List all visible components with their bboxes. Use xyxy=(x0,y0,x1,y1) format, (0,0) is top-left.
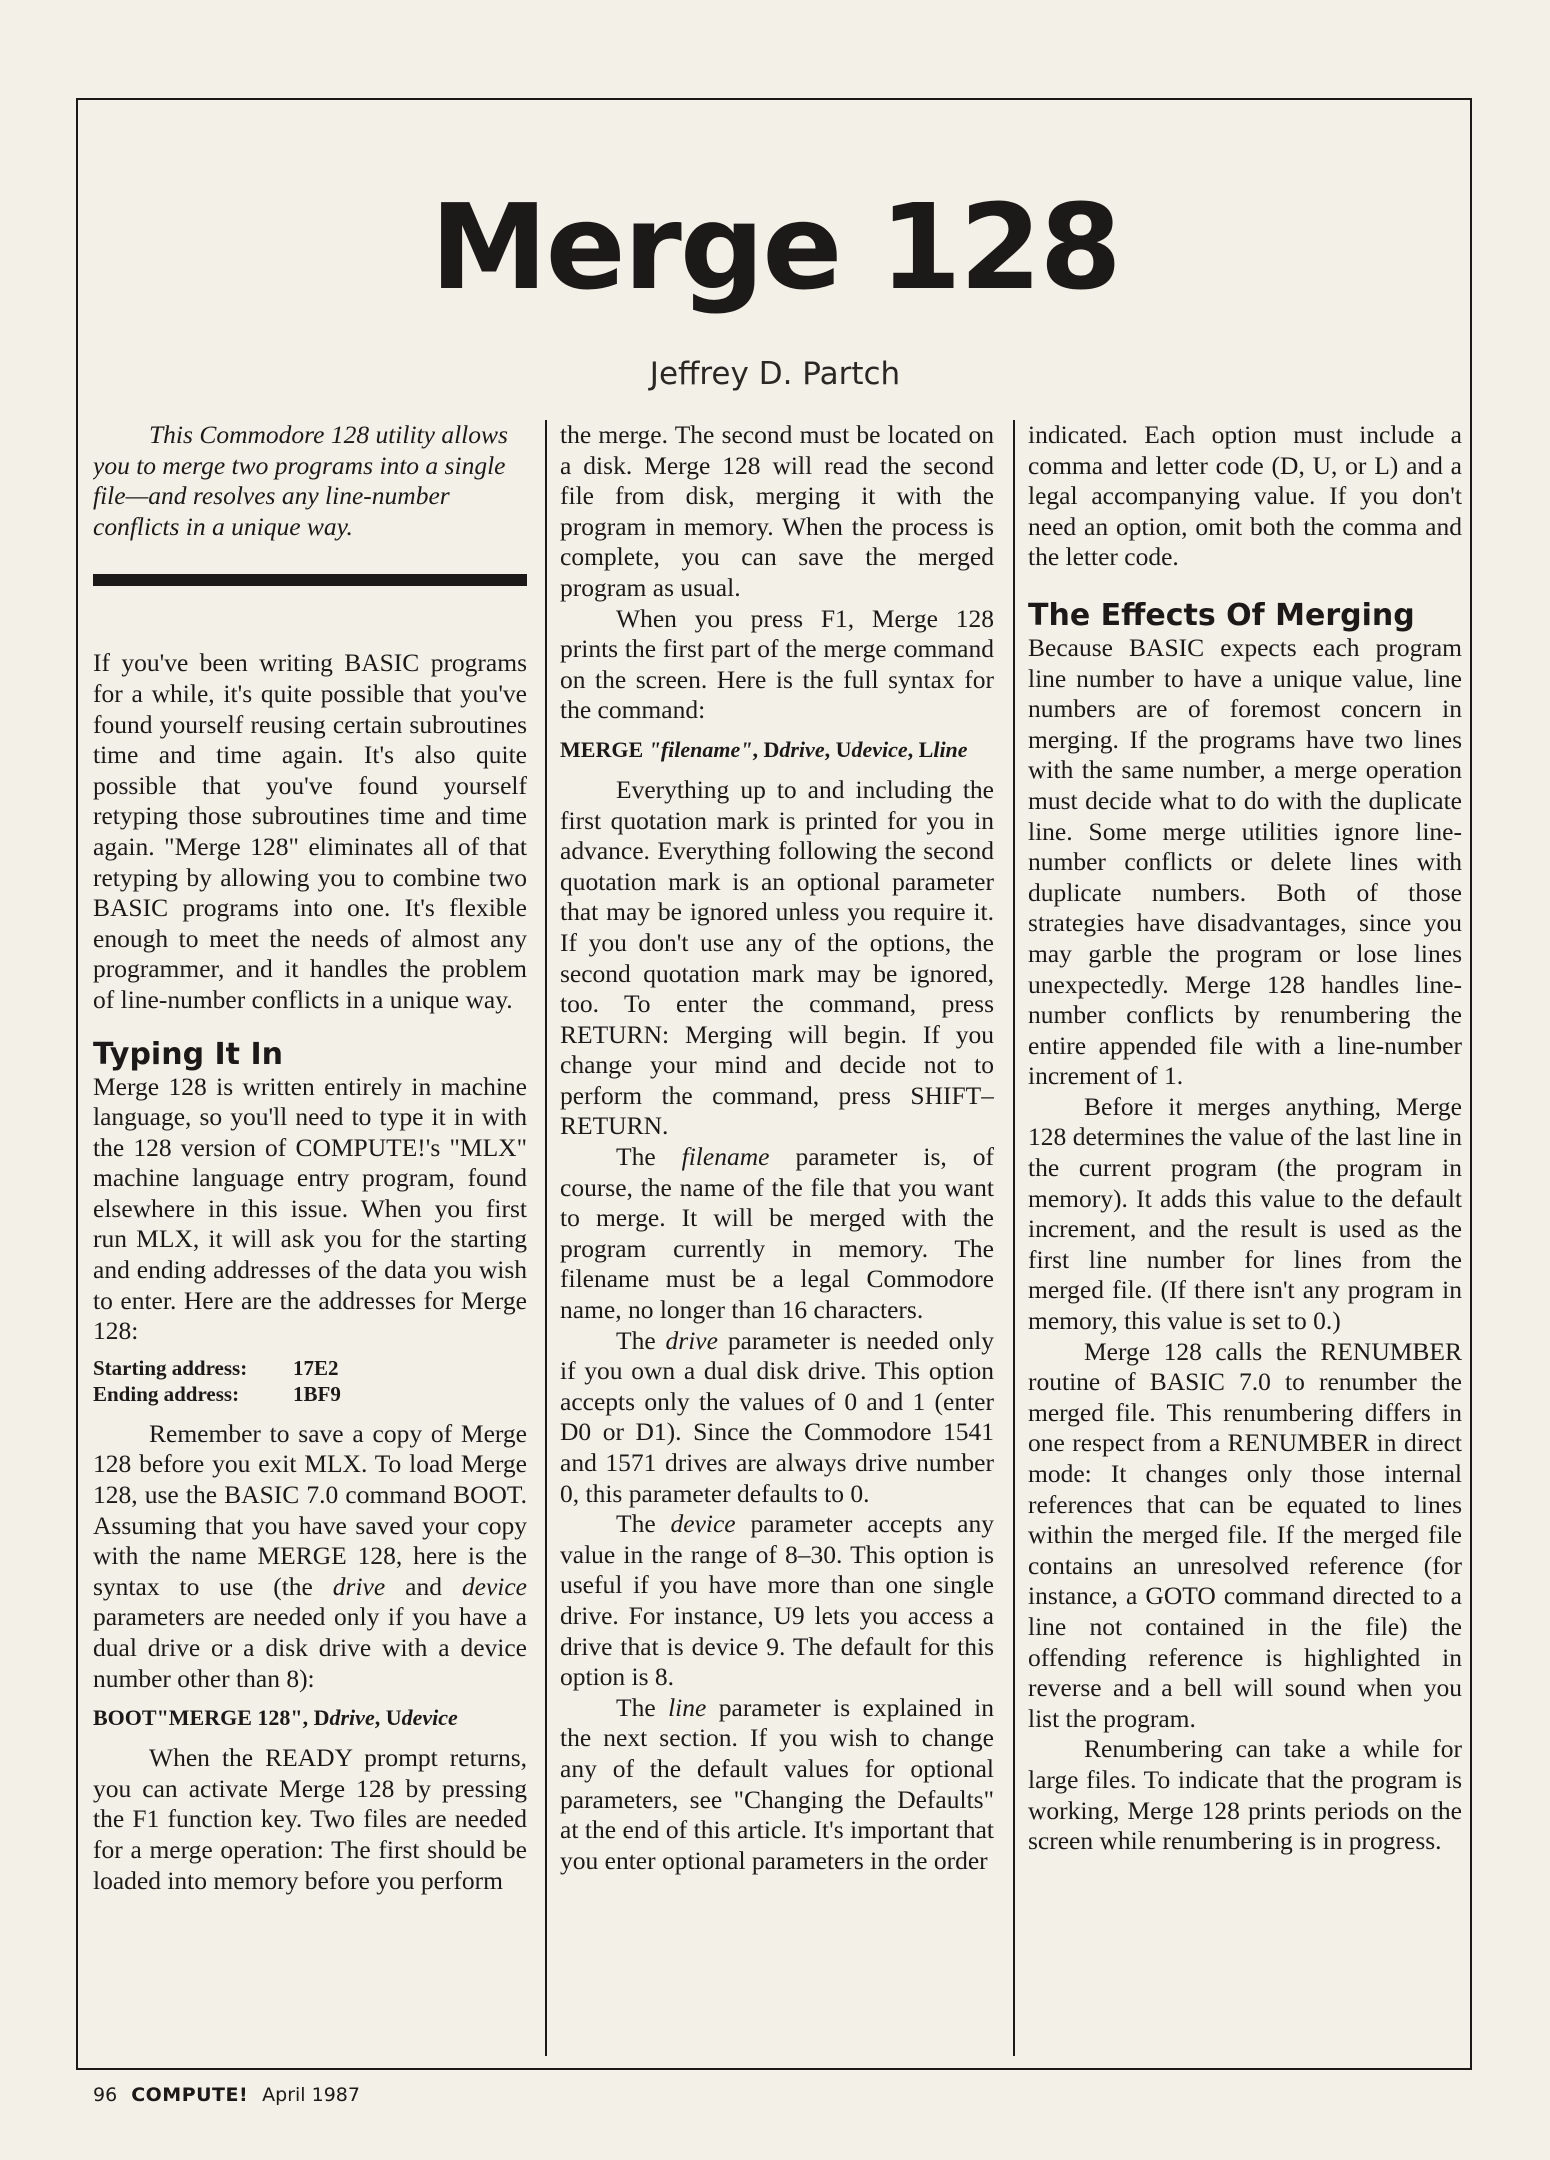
paragraph: indicated. Each option must include a comma and letter code (D, U, or L) and a legal accompanying value. If you don't need an option, omit both the comma and the letter code. xyxy=(1028,420,1462,572)
paragraph: When the READY prompt returns, you can activate Merge 128 by pressing the F1 function key. Two files are needed for a merge operation: The first should be loaded into memory before you perform xyxy=(93,1743,527,1895)
paragraph: Merge 128 is written entirely in machine language, so you'll need to type it in with the 128 version of COMPUTE!'s "MLX" machine language entry program, found elsewhere in this issue. When you first run MLX, it will ask you for the starting and ending addresses of the data you wish to enter. Here are the addresses for Merge 128: xyxy=(93,1071,527,1346)
end-address-value: 1BF9 xyxy=(293,1381,341,1406)
boot-command: BOOT"MERGE 128", Ddrive, Udevice xyxy=(93,1705,458,1731)
section-heading-typing-it-in: Typing It In xyxy=(93,1036,283,1072)
paragraph: When you press F1, Merge 128 prints the first part of the merge command on the screen. Here is the full syntax for the command: xyxy=(560,603,994,725)
paragraph: Everything up to and including the first quotation mark is printed for you in advance. Everything following the second quotation mark is an optional parameter that may be ignored unless you require it. If you don't use any of the options, the second quotation mark may be ignored, too. To enter the command, press RETURN: Merging will begin. If you change your mind and decide not to perform the command, press SHIFT–RETURN. xyxy=(560,774,994,1141)
paragraph: Merge 128 calls the RENUMBER routine of BASIC 7.0 to renumber the merged file. This renumbering differs in one respect from a RENUMBER in direct mode: It changes only those internal references that can be equated to lines within the merged file. If the merged file contains an unresolved reference (for instance, a GOTO command directed to a line not contained in the file) the offending reference is highlighted in reverse and a bell will sound when you list the program. xyxy=(1028,1336,1462,1733)
article-title: Merge 128 xyxy=(430,178,1120,316)
column-divider xyxy=(1013,420,1015,2056)
page-number: 96 xyxy=(93,2084,118,2106)
article-deck: This Commodore 128 utility allows you to merge two programs into a single file—and resolves any line-number conflicts in a unique way. xyxy=(93,420,508,541)
issue-date: April 1987 xyxy=(262,2084,360,2106)
paragraph: Before it merges anything, Merge 128 determines the value of the last line in the current program (the program in memory). It adds this value to the default increment, and the result is used as the first line number for lines from the merged file. (If there isn't any program in memory, this value is set to 0.) xyxy=(1028,1091,1462,1336)
deck-rule xyxy=(93,574,527,586)
paragraph: the merge. The second must be located on a disk. Merge 128 will read the second file from disk, merging it with the program in memory. When the process is complete, you can save the merged program as usual. xyxy=(560,420,994,602)
column-1 xyxy=(93,420,527,2060)
page-footer xyxy=(93,2084,360,2106)
end-address-label: Ending address: xyxy=(93,1381,240,1406)
column-2 xyxy=(560,420,994,2060)
paragraph: Renumbering can take a while for large files. To indicate that the program is working, Merge 128 prints periods on the screen while renumbering is in progress. xyxy=(1028,1734,1462,1856)
start-address-value: 17E2 xyxy=(293,1355,339,1380)
paragraph: The device parameter accepts any value in the range of 8–30. This option is useful if you have more than one single drive. For instance, U9 lets you access a drive that is device 9. The default for this option is 8. xyxy=(560,1509,994,1692)
author-byline: Jeffrey D. Partch xyxy=(649,356,901,392)
address-block xyxy=(93,1355,527,1407)
paragraph: The filename parameter is, of course, the name of the file that you want to merge. It will be merged with the program currently in memory. The filename must be a legal Commodore name, no longer than 16 characters. xyxy=(560,1142,994,1325)
paragraph: If you've been writing BASIC programs for a while, it's quite possible that you've found yourself reusing certain subroutines time and time again. It's also quite possible that you've found yourself retyping those subroutines time and time again. "Merge 128" eliminates all of that retyping by allowing you to combine two BASIC programs into one. It's flexible enough to meet the needs of almost any programmer, and it handles the problem of line-number conflicts in a unique way. xyxy=(93,648,527,1014)
paragraph: The drive parameter is needed only if you own a dual disk drive. This option accepts only the values of 0 and 1 (enter D0 or D1). Since the Commodore 1541 and 1571 drives are always drive number 0, this parameter defaults to 0. xyxy=(560,1325,994,1508)
paragraph: Remember to save a copy of Merge 128 before you exit MLX. To load Merge 128, use the BASIC 7.0 command BOOT. Assuming that you have saved your copy with the name MERGE 128, here is the syntax to use (the drive and device parameters are needed only if you have a dual drive or a disk drive with a device number other than 8): xyxy=(93,1418,527,1693)
start-address-label: Starting address: xyxy=(93,1355,248,1380)
section-heading-effects-of-merging: The Effects Of Merging xyxy=(1028,597,1415,633)
merge-command: MERGE "filename", Ddrive, Udevice, Lline xyxy=(560,736,968,762)
column-3 xyxy=(1028,420,1462,2060)
paragraph: The line parameter is explained in the next section. If you wish to change any of the default values for optional parameters, see "Changing the Defaults" at the end of this article. It's important that you enter optional parameters in the order xyxy=(560,1692,994,1875)
paragraph: Because BASIC expects each program line number to have a unique value, line numbers are of foremost concern in merging. If the programs have two lines with the same number, a merge operation must decide what to do with the duplicate line. Some merge utilities ignore line-number conflicts or delete lines with duplicate numbers. Both of those strategies have disadvantages, since you may garble the program or lose lines unexpectedly. Merge 128 handles line-number conflicts by renumbering the entire appended file with a line-number increment of 1. xyxy=(1028,632,1462,1091)
column-divider xyxy=(545,420,547,2056)
magazine-name: COMPUTE! xyxy=(131,2084,249,2106)
